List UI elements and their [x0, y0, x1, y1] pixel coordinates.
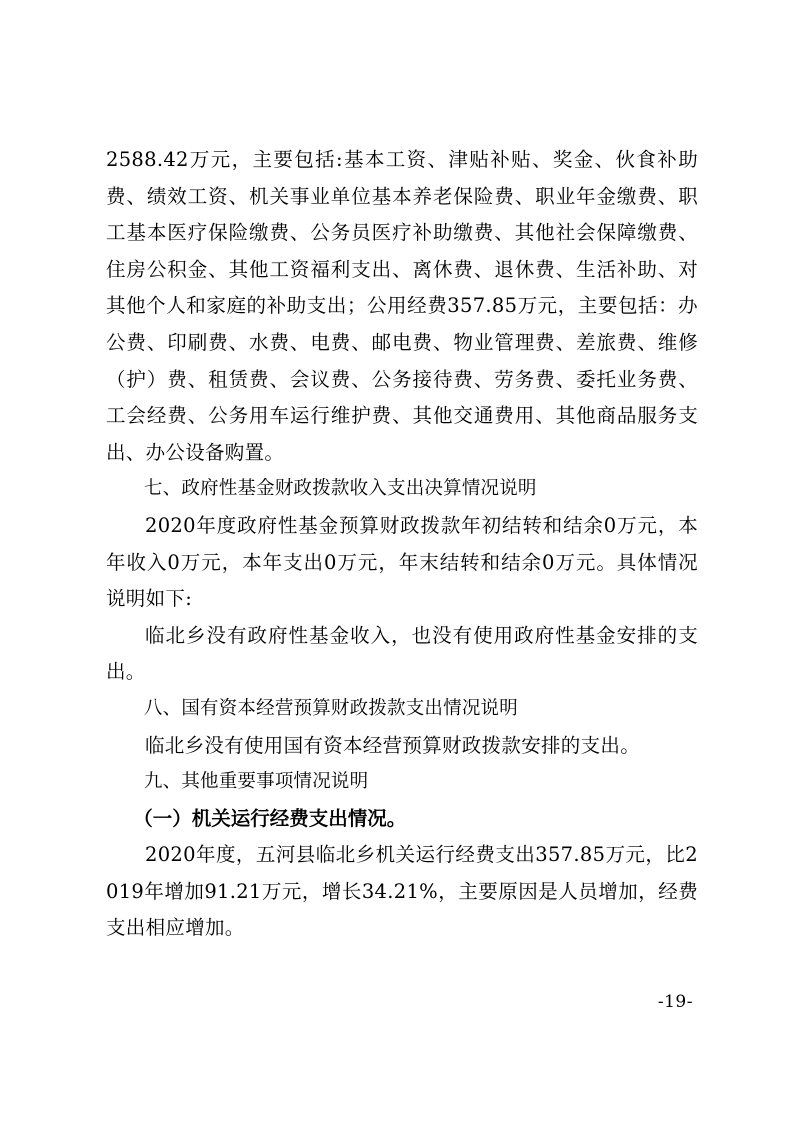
section-heading-9: 九、其他重要事项情况说明	[143, 771, 369, 793]
page-number: -19-	[657, 992, 693, 1012]
paragraph-operating-expenses: 2020年度，五河县临北乡机关运行经费支出357.85万元，比2019年增加91.21万元，增长34.21%，主要原因是人员增加，经费支出相应增加。	[106, 843, 698, 940]
document-page	[106, 142, 698, 947]
section-heading-7: 七、政府性基金财政拨款收入支出决算情况说明	[143, 478, 537, 500]
paragraph-fund-detail: 临北乡没有政府性基金收入，也没有使用政府性基金安排的支出。	[106, 623, 698, 684]
subsection-heading-1: （一）机关运行经费支出情况。	[133, 806, 407, 830]
paragraph-state-capital: 临北乡没有使用国有资本经营预算财政拨款安排的支出。	[145, 733, 641, 757]
paragraph-fund-summary: 2020年度政府性基金预算财政拨款年初结转和结余0万元，本年收入0万元，本年支出0万元，年末结转和结余0万元。具体情况说明如下:	[106, 513, 698, 611]
paragraph-personnel-expenses: 2588.42万元，主要包括:基本工资、津贴补贴、奖金、伙食补助费、绩效工资、机关事业单位基本养老保险费、职业年金缴费、职工基本医疗保险缴费、公务员医疗补助缴费、其他社会保障缴费、住房公积金、其他工资福利支出、离休费、退休费、生活补助、对其他个人和家庭的补助支出；公用经费357.85万元，主要包括：办公费、印刷费、水费、电费、邮电费、物业管理费、差旅费、维修（护）费、租赁费、会议费、公务接待费、劳务费、委托业务费、工会经费、公务用车运行维护费、其他交通费用、其他商品服务支出、办公设备购置。	[106, 148, 698, 464]
section-heading-8: 八、国有资本经营预算财政拨款支出情况说明	[143, 697, 518, 719]
